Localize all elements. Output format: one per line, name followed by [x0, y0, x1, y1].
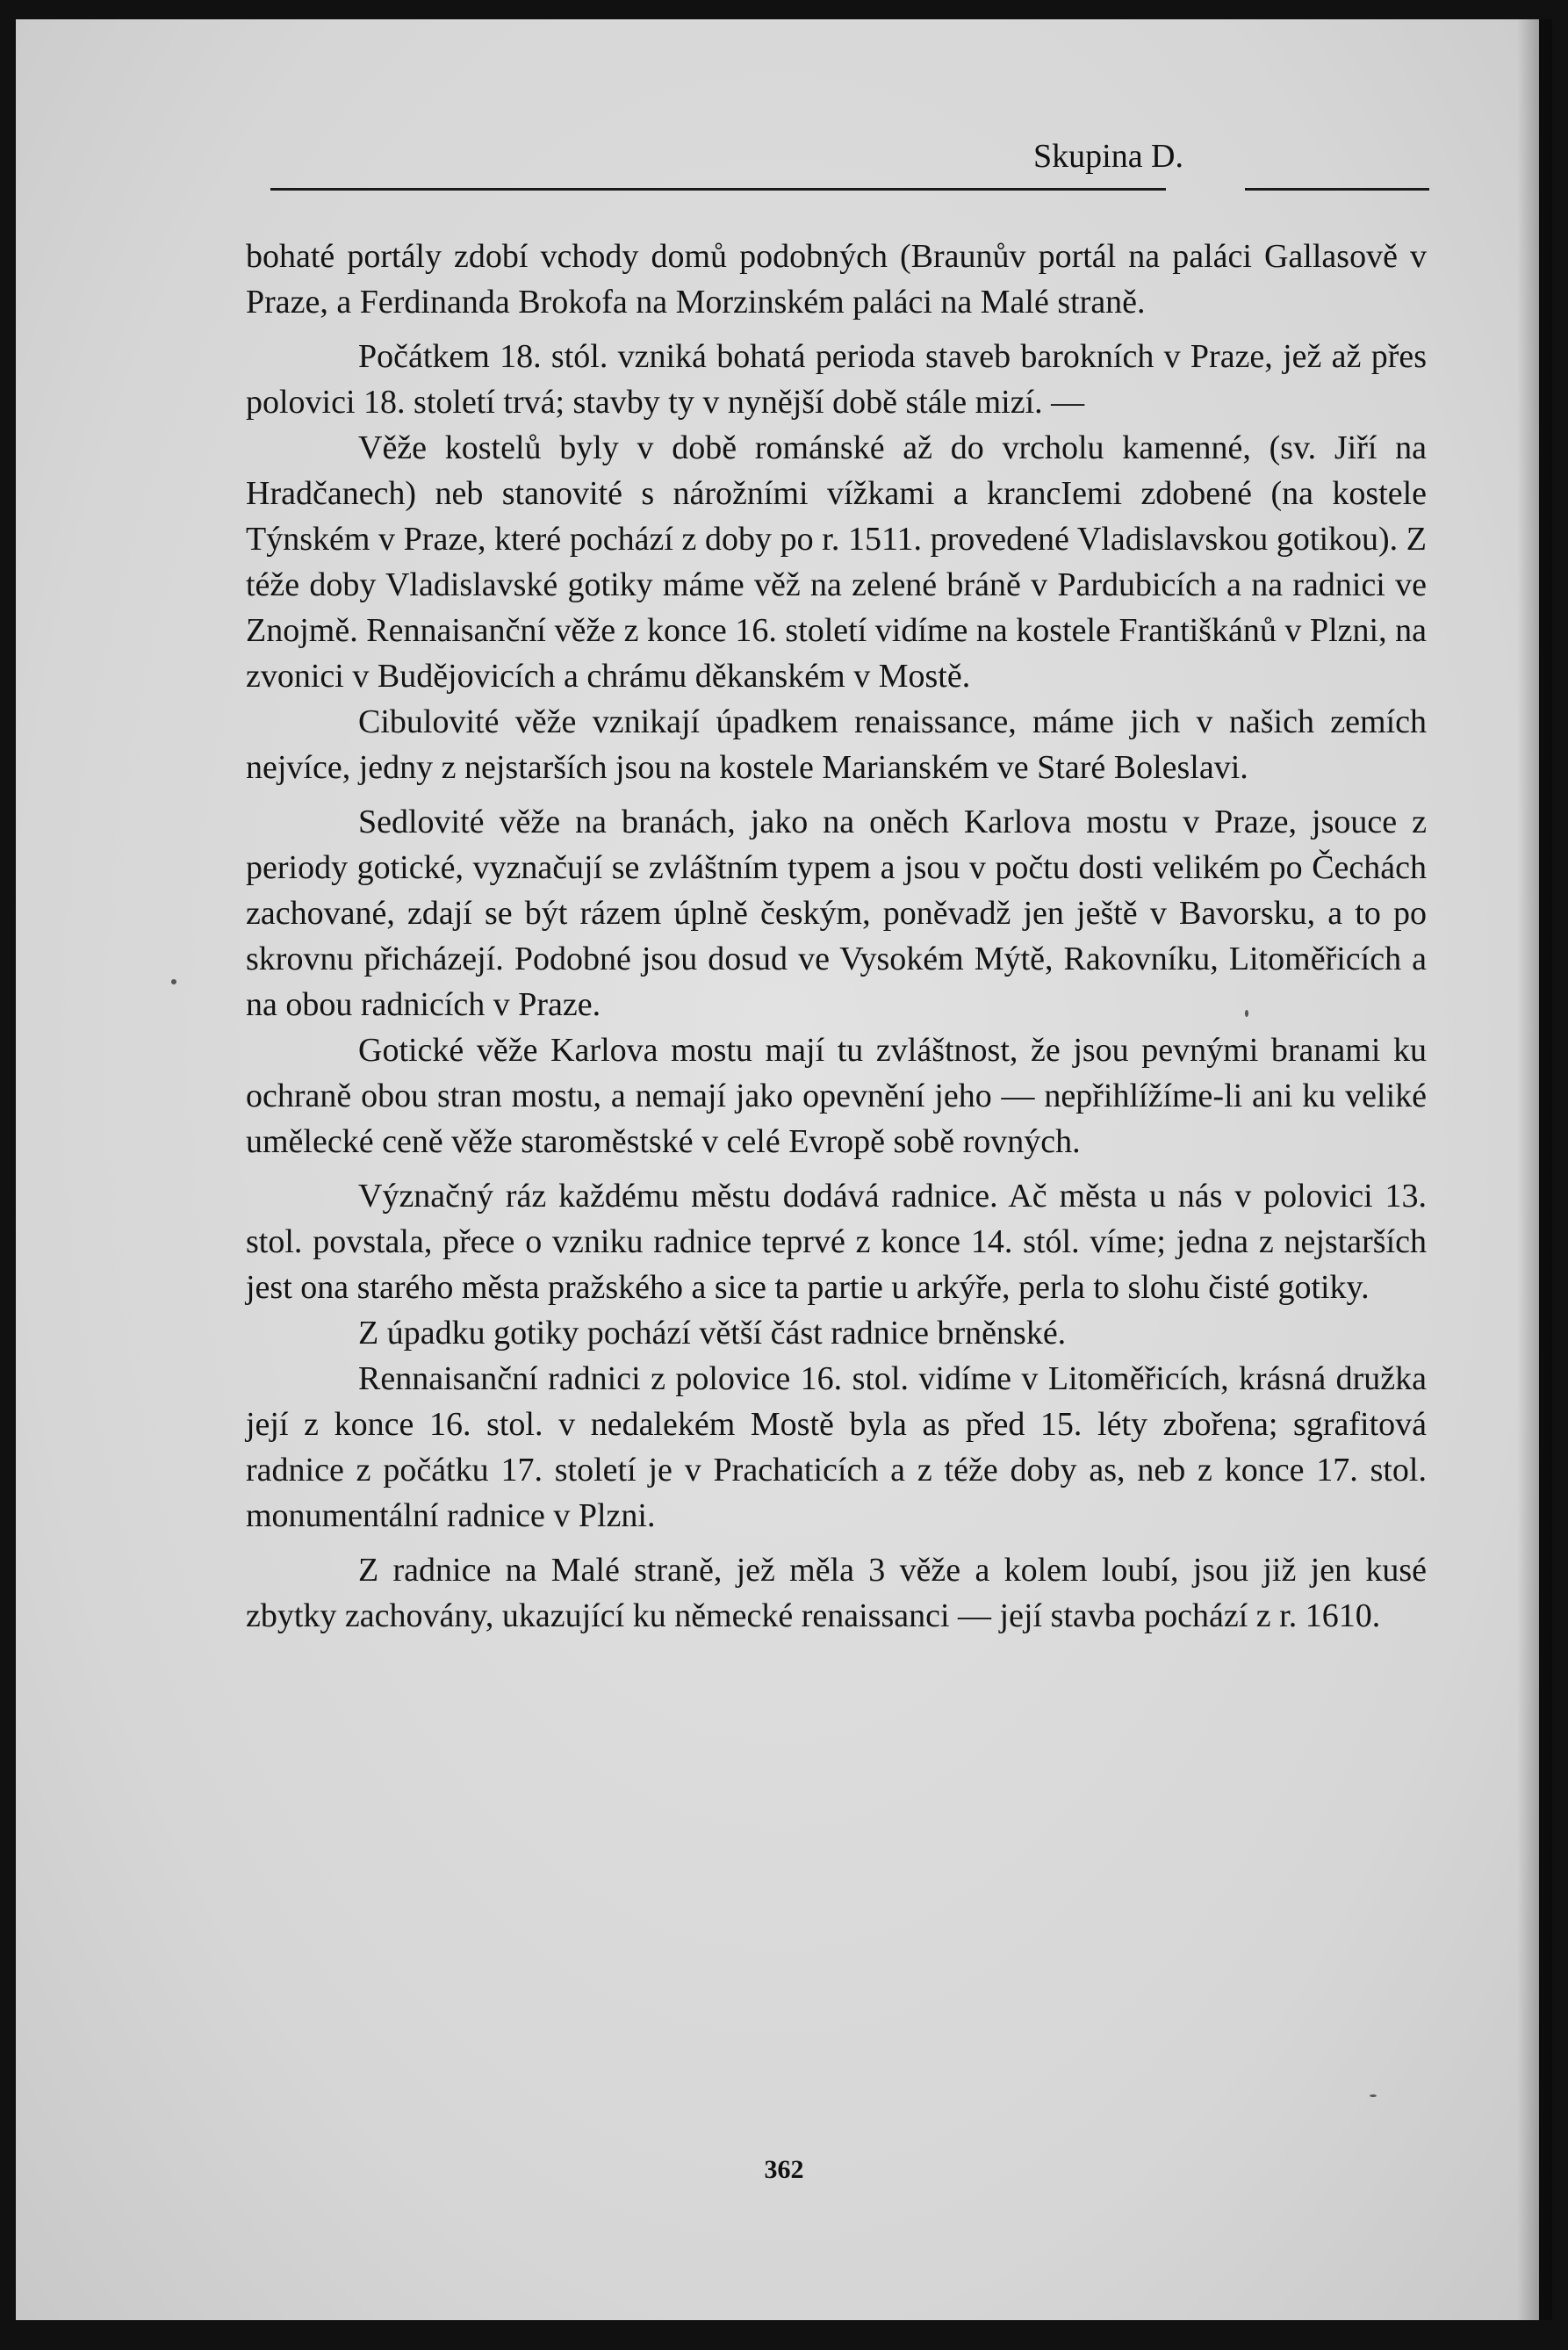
paragraph: Význačný ráz každému městu dodává radnice. Ač města u nás v polovici 13. stol. povstala, přece o vzniku radnice teprvé z konce 14. stól. víme; jedna z nejstarších jest ona starého města pražského a sice ta partie u arkýře, perla to slohu čisté gotiky. — [246, 1178, 1427, 1306]
paragraph: Počátkem 18. stól. vzniká bohatá perioda staveb barokních v Praze, jež až přes polovici 18. století trvá; stavby ty v nynější době stále mizí. — — [246, 338, 1427, 421]
paragraph: Rennaisanční radnici z polovice 16. stol. vidíme v Litoměřicích, krásná družka její z konce 16. stol. v nedalekém Mostě byla as před 15. léty zbořena; sgrafitová radnice z počátku 17. století je v Prachaticích a z téže doby as, neb z konce 17. stol. monumentální radnice v Plzni. — [246, 1360, 1427, 1534]
page-edge-shadow — [1517, 19, 1552, 2320]
paragraph: bohaté portály zdobí vchody domů podobných (Braunův portál na paláci Gallasově v Praze, a Ferdinanda Brokofa na Morzinském paláci na Malé straně. — [246, 238, 1427, 321]
paragraph: Z radnice na Malé straně, jež měla 3 věže a kolem loubí, jsou již jen kusé zbytky zachovány, ukazující ku německé renaissanci — její stavba pochází z r. 1610. — [246, 1552, 1427, 1634]
body-text — [246, 234, 1427, 1639]
paragraph: Cibulovité věže vznikají úpadkem renaissance, máme jich v našich zemích nejvíce, jedny z nejstarších jsou na kostele Marianském ve Staré Boleslavi. — [246, 703, 1427, 786]
scan-speck — [171, 979, 176, 984]
paragraph: Z úpadku gotiky pochází větší část radnice brněnské. — [358, 1315, 1067, 1352]
scan-speck — [1370, 2094, 1377, 2097]
running-head — [270, 137, 1210, 176]
paragraph: Sedlovité věže na branách, jako na oněch Karlova mostu v Praze, jsouce z periody gotické, vyznačují se zvláštním typem a jsou v počtu dosti velikém po Čechách zachované, zdají se být rázem úplně českým, poněvadž jen ještě v Bavorsku, a to po skrovnu přicházejí. Podobné jsou dosud ve Vysokém Mýtě, Rakovníku, Litoměřicích a na obou radnicích v Praze. — [246, 804, 1427, 1023]
paragraph: Gotické věže Karlova mostu mají tu zvláštnost, že jsou pevnými branami ku ochraně obou stran mostu, a nemají jako opevnění jeho — nepřihlížíme-li ani ku veliké umělecké ceně věže staroměstské v celé Evropě sobě rovných. — [246, 1032, 1427, 1160]
paragraph: Věže kostelů byly v době románské až do vrcholu kamenné, (sv. Jiří na Hradčanech) neb stanovité s nárožními vížkami a krancIemi zdobené (na kostele Týnském v Praze, které pochází z doby po r. 1511. provedené Vladislavskou gotikou). Z téže doby Vladislavské gotiky máme věž na zelené bráně v Pardubicích a na radnici ve Znojmě. Rennaisanční věže z konce 16. století vidíme na kostele Františkánů v Plzni, na zvonici v Budějovicích a chrámu děkanském v Mostě. — [246, 429, 1427, 695]
header-rule — [270, 188, 1166, 191]
page-number: 362 — [764, 2155, 804, 2184]
header-rule — [1245, 188, 1429, 191]
running-head-text: Skupina D. — [1033, 138, 1183, 175]
scan-speck — [1245, 1010, 1248, 1017]
page-header — [270, 114, 1429, 193]
